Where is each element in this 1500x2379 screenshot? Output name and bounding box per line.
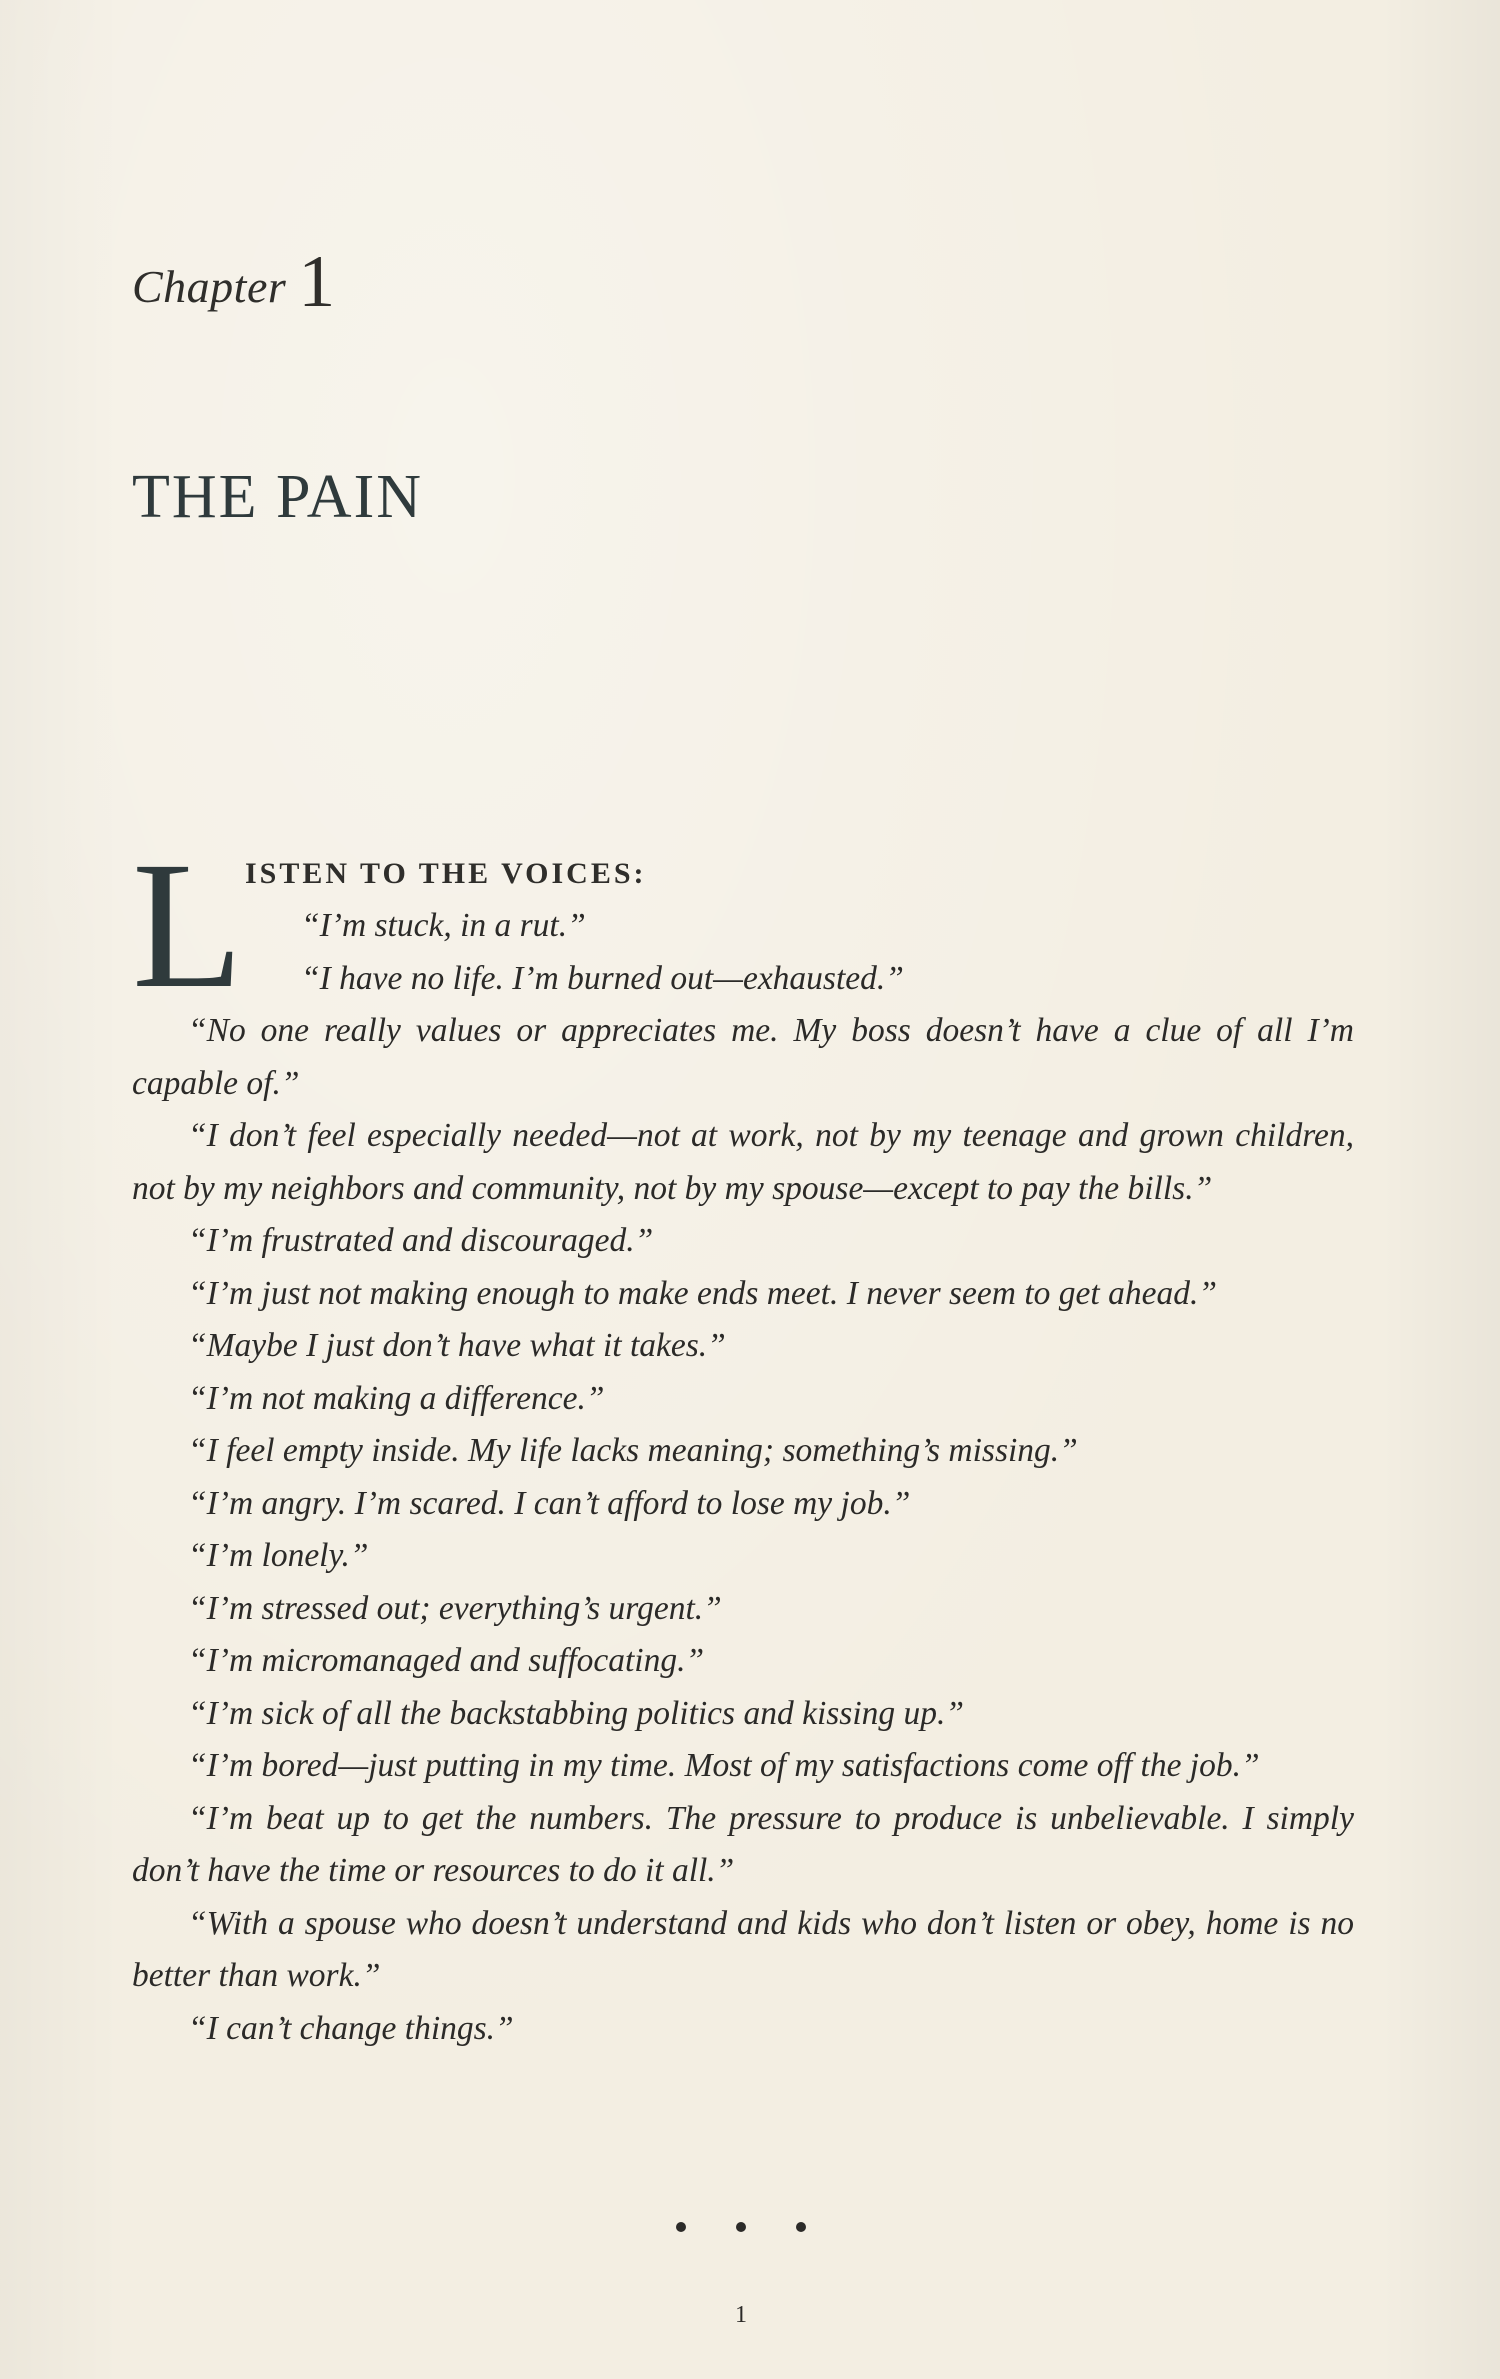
ornament-dot [676, 2222, 686, 2232]
ornament-dot [796, 2222, 806, 2232]
quote-paragraph: “I have no life. I’m burned out—exhausted.” [301, 959, 904, 997]
quote-paragraph: “No one really values or appreciates me. My boss doesn’t have a clue of all I’m capable of.” [132, 1012, 1354, 1102]
quote-paragraph: “I’m just not making enough to make ends meet. I never seem to get ahead.” [188, 1274, 1217, 1312]
chapter-heading [132, 240, 336, 325]
quote-paragraph: “I don’t feel especially needed—not at work, not by my teenage and grown children, not by my neighbors and community, not by my spouse—except to pay the bills.” [132, 1117, 1354, 1207]
quote-paragraph: “I can’t change things.” [188, 2009, 514, 2047]
quote-paragraph: “I’m not making a difference.” [188, 1379, 605, 1417]
quote-paragraph: “I’m angry. I’m scared. I can’t afford to lose my job.” [188, 1484, 911, 1522]
quote-paragraph: “I’m stuck, in a rut.” [301, 907, 586, 944]
quote-paragraph: “Maybe I just don’t have what it takes.” [188, 1327, 726, 1364]
page-number: 1 [735, 2302, 747, 2328]
quote-paragraph: “I’m frustrated and discouraged.” [188, 1222, 654, 1259]
chapter-number: 1 [298, 241, 336, 323]
chapter-body [132, 825, 1354, 2055]
quote-paragraph: “I’m lonely.” [188, 1537, 369, 1574]
ornament-dot [736, 2222, 746, 2232]
quote-paragraph: “I’m sick of all the backstabbing politics and kissing up.” [188, 1694, 965, 1732]
quote-paragraph: “I’m micromanaged and suffocating.” [188, 1642, 705, 1679]
opening-lead: ISTEN TO THE VOICES: [245, 857, 647, 890]
quote-paragraph: “With a spouse who doesn’t understand and kids who don’t listen or obey, home is no better than work.” [132, 1904, 1354, 1994]
chapter-label: Chapter [132, 261, 287, 312]
drop-cap: L [132, 825, 244, 1026]
quote-paragraph: “I’m beat up to get the numbers. The pressure to produce is unbelievable. I simply don’t have the time or resources to do it all.” [132, 1799, 1354, 1889]
section-break-ornament [676, 2222, 806, 2232]
quote-paragraph: “I’m bored—just putting in my time. Most of my satisfactions come off the job.” [188, 1747, 1260, 1784]
quote-paragraph: “I feel empty inside. My life lacks meaning; something’s missing.” [188, 1432, 1078, 1469]
quote-paragraph: “I’m stressed out; everything’s urgent.” [188, 1589, 722, 1627]
chapter-title: THE PAIN [132, 463, 424, 531]
